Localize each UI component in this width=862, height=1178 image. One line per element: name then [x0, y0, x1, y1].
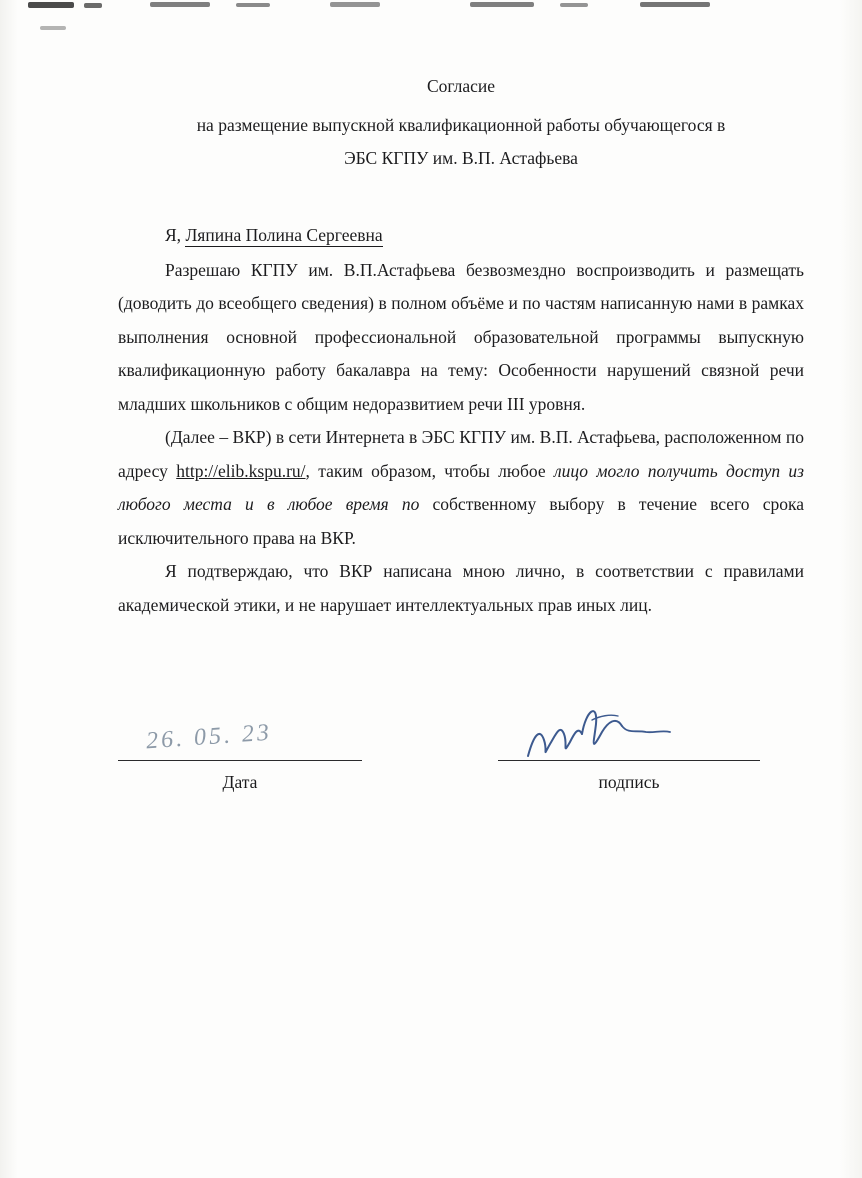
elib-url-text: http://elib.kspu.ru/ — [176, 460, 306, 481]
scan-artifact — [28, 2, 74, 8]
paragraph-confirmation: Я подтверждаю, что ВКР написана мною лично, в соответствии с правилами академической этики, и не нарушает интеллектуальных прав иных лиц. — [118, 561, 804, 615]
paragraph-placement — [118, 421, 804, 555]
scan-artifact — [150, 2, 210, 7]
scan-artifact — [330, 2, 380, 7]
paragraph-placement-text: (Далее – ВКР) в сети Интернета в ЭБС КГПУ им. В.П. Астафьева, расположенном по адресу — [118, 427, 804, 481]
signature-line — [498, 760, 760, 761]
paragraph-placement-text: собственному выбору в течение всего срока исключительного права на ВКР. — [118, 494, 804, 548]
date-line — [118, 760, 362, 761]
handwritten-date: 26. 05. 23 — [145, 719, 273, 755]
document-subtitle-line: ЭБС КГПУ им. В.П. Астафьева — [344, 148, 578, 168]
document-title-block — [118, 70, 804, 175]
signature-label: подпись — [598, 772, 660, 792]
scan-artifact — [470, 2, 534, 7]
date-label: Дата — [222, 772, 258, 792]
paragraph-placement-text: , таким образом, чтобы любое — [305, 460, 554, 481]
declarant-line — [118, 219, 804, 253]
scan-artifact — [84, 3, 102, 8]
document-body — [118, 219, 804, 622]
declarant-prefix: Я, — [165, 225, 186, 245]
document-title: Согласие — [426, 76, 496, 96]
scan-artifact — [560, 3, 588, 7]
document-subtitle-line: на размещение выпускной квалификационной работы обучающегося в — [196, 115, 726, 135]
scan-artifact — [40, 26, 66, 30]
scan-artifact — [236, 3, 270, 7]
declarant-name: Ляпина Полина Сергеевна — [185, 225, 383, 245]
paragraph-permission: Разрешаю КГПУ им. В.П.Астафьева безвозмездно воспроизводить и размещать (доводить до всеобщего сведения) в полном объёме и по частям написанную нами в рамках выполнения основной профессиональной образовательной программы выпускную квалификационную работу бакалавра на тему: Особенности нарушений связной речи младших школьников с общим недоразвитием речи III уровня. — [118, 259, 804, 414]
scan-artifacts — [0, 0, 862, 18]
paragraph-placement-italic: лицо могло получить доступ из любого места и в любое время по — [118, 460, 804, 514]
scan-artifact — [640, 2, 710, 7]
